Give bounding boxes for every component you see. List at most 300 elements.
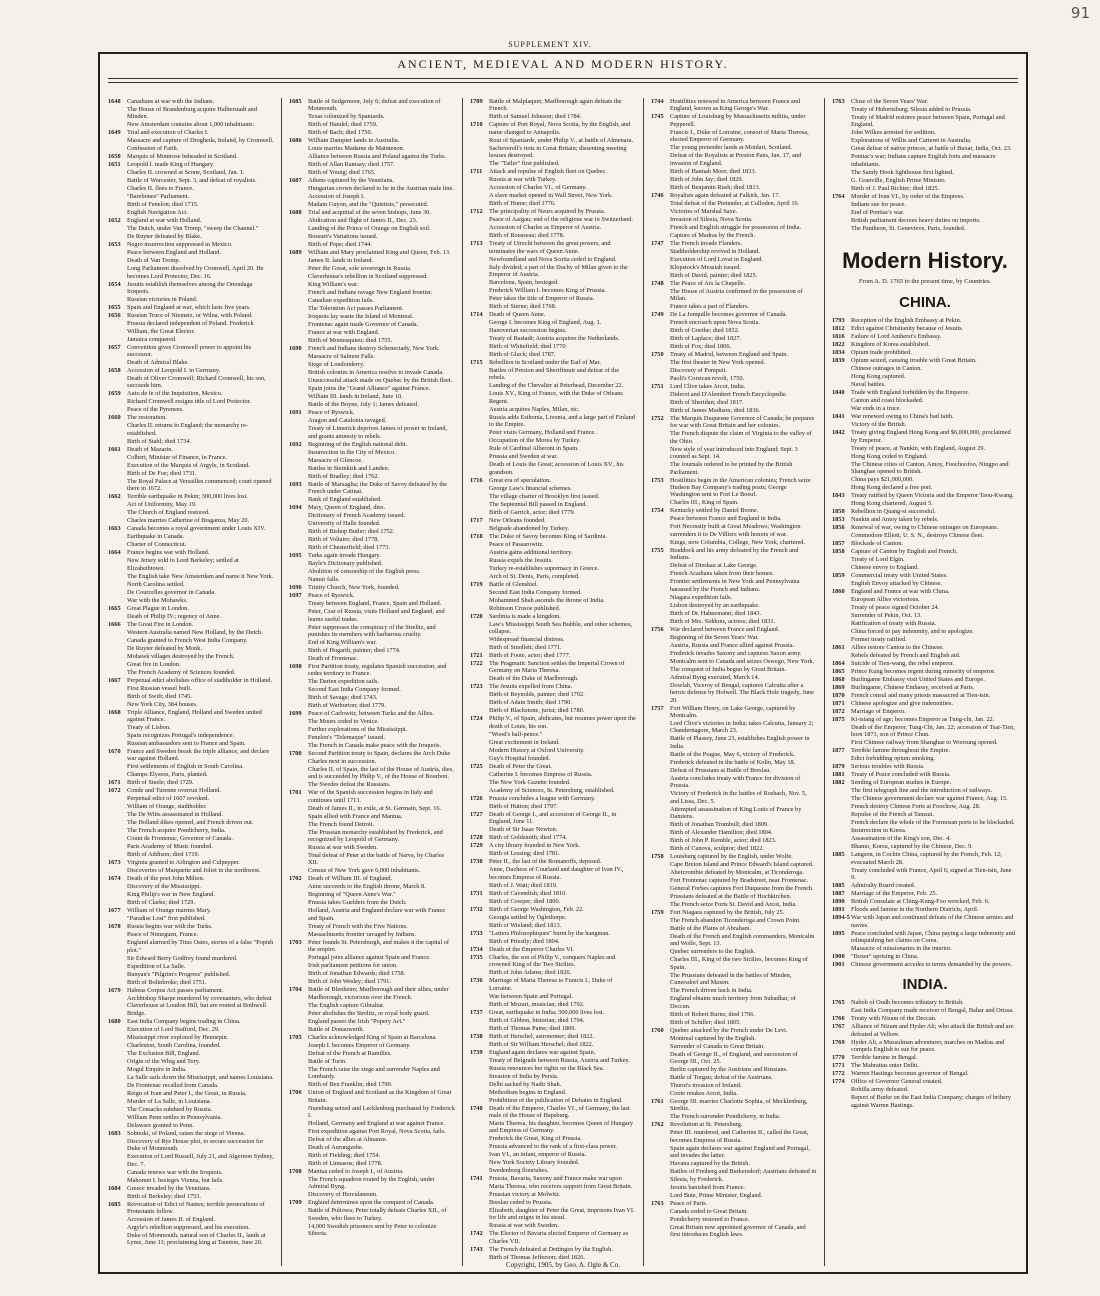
entry-year [108, 1224, 127, 1231]
history-entry [289, 568, 457, 575]
entry-year [108, 398, 127, 405]
entry-year [832, 177, 851, 184]
entry-year [108, 1122, 127, 1129]
entry-year [470, 184, 489, 191]
entry-year: 1672 [108, 787, 121, 795]
history-entry [651, 319, 819, 326]
entry-year [470, 914, 489, 921]
entry-year [289, 891, 308, 898]
history-entry [470, 763, 638, 770]
history-entry [470, 826, 638, 833]
entry-year [651, 666, 670, 673]
history-entry [108, 1177, 276, 1184]
entry-year [832, 185, 851, 192]
entry-year: 1685 [289, 98, 302, 105]
entry-year: 1659 [108, 390, 121, 398]
entry-year [289, 805, 308, 812]
history-entry [108, 1026, 276, 1033]
entry-year [470, 1073, 489, 1080]
entry-text: Ratification of treaty with Russia. [851, 620, 937, 628]
history-entry [470, 382, 638, 389]
entry-year [470, 589, 489, 596]
entry-text: Kingdom of Korea established. [851, 341, 930, 349]
entry-year [108, 883, 127, 890]
entry-text: Pondicherry restored to France. [670, 1215, 750, 1223]
history-entry [470, 954, 638, 969]
entry-text: De Courcelles governor in Canada. [127, 588, 216, 596]
history-entry [108, 367, 276, 374]
entry-text: England again declares war against Spain. [489, 1048, 596, 1056]
entry-year [832, 787, 851, 794]
history-entry [470, 1001, 638, 1008]
entry-year [651, 829, 670, 836]
entry-text: Louis XV., King of France, with the Duke of Orleans Regent. [489, 390, 623, 405]
entry-year [108, 296, 127, 303]
entry-year [289, 1081, 308, 1088]
entry-year [832, 106, 851, 113]
history-entry [289, 465, 457, 472]
entry-year [832, 484, 851, 491]
entry-year [108, 645, 127, 652]
history-entry [651, 515, 819, 522]
entry-text: The French dispute the claim of Virginia to the valley of the Ohio. [670, 430, 812, 445]
history-entry [651, 391, 819, 398]
entry-text: Thurot's invasion of Ireland. [670, 1081, 742, 1089]
entry-text: Russian Truce of Niemetz, or Wilna, with Poland. [127, 312, 253, 320]
history-entry [470, 660, 638, 675]
entry-year [651, 972, 670, 987]
entry-text: George I. becomes King of England, Aug. 1. [489, 319, 602, 327]
history-entry [470, 1033, 638, 1040]
entry-text: French consul and many priests massacred at Tien-tsin. [851, 692, 991, 700]
entry-year [470, 565, 489, 572]
entry-year: 1890 [832, 898, 845, 906]
entry-year [651, 391, 670, 398]
entry-year: 1677 [108, 907, 121, 915]
history-entry [289, 536, 457, 543]
history-entry [289, 1089, 457, 1104]
entry-year [470, 390, 489, 405]
entry-text: Holland, Austria and England declare war with France and Spain. [308, 907, 446, 922]
entry-text: Bunyan's "Pilgrim's Progress" published. [127, 970, 231, 978]
history-entry [651, 113, 819, 128]
column-divider [643, 98, 644, 1266]
history-entry [651, 618, 819, 625]
entry-text: The first theater in New York opened. [670, 359, 766, 367]
entry-text: Beginning of "Queen Anne's War." [308, 891, 396, 899]
entry-year [289, 954, 308, 961]
region-heading: INDIA. [902, 976, 948, 994]
entry-text: Massacre of Glencoe. [308, 456, 363, 464]
entry-year [470, 605, 489, 612]
entry-text: Holland, Germany and England at war against France. [308, 1119, 445, 1127]
entry-year [470, 1151, 489, 1158]
entry-text: Death of Frontenac. [308, 655, 359, 663]
entry-year [470, 176, 489, 183]
history-entry [832, 381, 1018, 388]
entry-year [289, 970, 308, 977]
history-entry [289, 600, 457, 607]
entry-text: England at war with Holland. [127, 217, 202, 225]
entry-year [108, 1090, 127, 1097]
history-entry [470, 683, 638, 690]
entry-text: Confession of Faith. [127, 145, 179, 153]
entry-year [651, 407, 670, 414]
history-entry [832, 540, 1018, 547]
history-entry [651, 383, 819, 390]
entry-text: Defeat of Prussians at Battle of Breslau. [670, 766, 771, 774]
entry-year [832, 461, 851, 476]
entry-text: Birth of Garrick, actor; died 1779. [489, 508, 576, 516]
entry-text: Chinese outrages in Canton. [851, 365, 923, 373]
history-entry [832, 604, 1018, 611]
history-entry [108, 129, 276, 136]
history-entry [108, 1138, 276, 1153]
entry-year: 1740 [470, 1104, 483, 1112]
entry-text: End of King William's war. [308, 639, 377, 647]
entry-text: Catherine I. becomes Empress of Russia. [489, 770, 593, 778]
history-entry [289, 281, 457, 288]
entry-text: Langson, in Cochin China, captured by the French, Feb. 12; evacuated March 28. [851, 851, 1002, 866]
history-entry [108, 153, 276, 160]
history-entry [289, 473, 457, 480]
entry-text: Great Plague in London. [127, 604, 189, 612]
history-entry [108, 581, 276, 588]
entry-year: 1765 [832, 999, 845, 1007]
entry-text: Frederick the Great, King of Prussia. [489, 1135, 582, 1143]
entry-year [108, 1058, 127, 1065]
entry-year: 1881 [832, 771, 845, 779]
history-entry [832, 209, 1018, 216]
entry-year: 1747 [651, 239, 664, 247]
entry-year [832, 739, 851, 746]
entry-text: William Dampier lands in Australia. [308, 137, 400, 145]
history-entry [108, 509, 276, 516]
entry-text: Defeat of Dieskau at Lake George. [670, 562, 758, 570]
entry-year [651, 806, 670, 821]
history-entry [470, 699, 638, 706]
history-entry [832, 771, 1018, 778]
entry-text: Death of the Emperor Charles VI. [489, 945, 575, 953]
history-entry [651, 335, 819, 342]
history-entry [108, 359, 276, 366]
entry-year [651, 821, 670, 828]
entry-text: Canada ceded to Great Britain. [670, 1207, 748, 1215]
entry-year: 1653 [108, 241, 121, 249]
entry-text: Law's Mississippi South Sea Bubble, and other schemes, collapse. [489, 620, 632, 636]
history-entry [289, 962, 457, 969]
history-entry [108, 669, 276, 676]
entry-year [651, 987, 670, 994]
entry-year [289, 1176, 308, 1191]
history-entry [108, 589, 276, 596]
history-entry [651, 415, 819, 430]
entry-year [289, 1042, 308, 1049]
history-entry [832, 508, 1018, 515]
entry-text: New Orleans founded. [489, 516, 546, 524]
entry-year: 1664 [108, 549, 121, 557]
history-column-1 [108, 98, 276, 1264]
entry-year [289, 385, 308, 392]
entry-year [470, 1089, 489, 1096]
entry-text: Victory of the British. [851, 421, 907, 429]
history-entry [832, 739, 1018, 746]
entry-text: Champs Elysees, Paris, planted. [127, 771, 208, 779]
entry-text: Birth of Goldsmith; died 1774. [489, 834, 567, 842]
history-entry [108, 701, 276, 708]
entry-year: 1756 [651, 625, 664, 633]
entry-year: 1709 [470, 98, 483, 105]
entry-year [651, 594, 670, 601]
entry-year [470, 636, 489, 643]
entry-year [470, 691, 489, 698]
entry-text: The House of Brandenburg acquire Halberstadt and Minden. [127, 106, 257, 121]
ancient-history-continued [832, 98, 1018, 232]
history-entry [470, 834, 638, 841]
history-entry [470, 1199, 638, 1206]
history-entry [289, 441, 457, 448]
entry-year [470, 755, 489, 762]
entry-year: 1859 [832, 572, 845, 580]
entry-year [651, 682, 670, 704]
entry-year [470, 113, 489, 120]
entry-year [470, 1254, 489, 1261]
region-heading: CHINA. [899, 294, 951, 312]
history-entry [470, 557, 638, 564]
entry-text: Charles III., King of Spain. [670, 499, 739, 507]
history-entry [108, 867, 276, 874]
entry-text: William of Orange, stadtholder. [127, 803, 207, 811]
entry-text: Battle of Glenshiel. [489, 580, 539, 588]
entry-year: 1722 [470, 660, 483, 668]
history-entry [289, 425, 457, 440]
history-entry [289, 1144, 457, 1151]
history-entry [289, 1160, 457, 1167]
history-entry [651, 610, 819, 617]
entry-text: Cape Breton Island and Prince Edward's Island captured. [670, 860, 814, 868]
entry-text: King Philip's war in New England. [127, 891, 215, 899]
history-entry [651, 806, 819, 821]
entry-text: Birth of Dr. Hahnemann; died 1843. [670, 609, 762, 617]
history-entry [470, 691, 638, 698]
history-entry [470, 1089, 638, 1096]
history-entry [651, 995, 819, 1010]
entry-year [108, 724, 127, 731]
entry-text: Defeat of the French at Ramilies. [308, 1049, 392, 1057]
entry-year [832, 201, 851, 208]
entry-year [108, 1074, 127, 1081]
history-entry [470, 906, 638, 913]
entry-year: 1648 [108, 98, 121, 105]
entry-year: 1734 [470, 945, 483, 953]
entry-text: War renewed owing to China's bad faith. [851, 413, 954, 421]
entry-text: Birth of John Jay; died 1829. [670, 175, 744, 183]
entry-text: Rohilla army defeated. [851, 1086, 909, 1094]
entry-year [289, 813, 308, 820]
entry-text: Death of Mazarin. [127, 445, 173, 453]
history-entry [470, 850, 638, 857]
entry-year [108, 589, 127, 596]
entry-text: A slave market opened in Wall Street, New York. [489, 192, 613, 200]
entry-year [289, 233, 308, 240]
entry-year: 1739 [470, 1048, 483, 1056]
history-entry [108, 478, 276, 493]
history-entry [470, 445, 638, 452]
history-entry [832, 644, 1018, 651]
entry-year [832, 564, 851, 571]
history-entry [832, 548, 1018, 555]
history-entry [108, 106, 276, 121]
history-entry [470, 938, 638, 945]
history-entry [289, 789, 457, 804]
history-entry [832, 890, 1018, 897]
entry-text: Stadtholdership revived in Holland. [670, 247, 760, 255]
history-entry [651, 129, 819, 144]
history-entry [108, 1185, 276, 1192]
entry-year [470, 675, 489, 682]
entry-text: Rule of Cardinal Alberoni in Spain. [489, 445, 579, 453]
entry-year [651, 1168, 670, 1183]
entry-text: Austria concludes treaty with France for division of Prussia. [670, 774, 801, 790]
entry-text: Edict against Christianity because of Jesuits. [851, 325, 964, 333]
history-entry [470, 232, 638, 239]
history-entry [470, 485, 638, 492]
history-entry [651, 901, 819, 908]
entry-year: 1764 [832, 192, 845, 200]
history-entry [470, 644, 638, 651]
entry-year [289, 1136, 308, 1143]
entry-text: War ends in a truce. [851, 405, 902, 413]
history-entry [108, 819, 276, 826]
history-entry [470, 755, 638, 762]
history-entry [470, 295, 638, 302]
history-entry [470, 1167, 638, 1174]
history-entry [289, 931, 457, 938]
history-entry [470, 914, 638, 921]
history-entry [108, 265, 276, 280]
entry-text: Birth of Cavendish; died 1810. [489, 889, 567, 897]
history-entry [651, 1074, 819, 1081]
history-entry [108, 1090, 276, 1097]
entry-year: 1738 [470, 1032, 483, 1040]
entry-text: Jamaica conquered. [127, 335, 177, 343]
entry-text: Prohibition of the publication of Debates in England. [489, 1096, 623, 1104]
entry-text: Birth of Montesquieu; died 1755. [308, 337, 393, 345]
entry-text: Long Parliament dissolved by Cromwell, April 20. He becomes Lord Protector, Dec. 16. [127, 265, 264, 280]
entry-text: Charles II. returns to England; the monarchy re-established. [127, 422, 248, 437]
entry-year [108, 819, 127, 826]
history-entry [289, 875, 457, 882]
history-entry [651, 1098, 819, 1113]
entry-year [289, 457, 308, 464]
entry-year [289, 931, 308, 938]
entry-text: Canada becomes a royal government under Louis XIV. [127, 525, 266, 533]
history-entry [289, 369, 457, 376]
entry-year [832, 1094, 851, 1109]
entry-text: Argyle's rebellion suppressed, and his execution. [127, 1223, 250, 1231]
history-entry [832, 755, 1018, 762]
history-entry [108, 541, 276, 548]
entry-year [470, 256, 489, 263]
entry-year [108, 541, 127, 548]
entry-text: Peace between England and Holland. [127, 249, 221, 257]
entry-year: 1725 [470, 762, 483, 770]
entry-text: Victories of Marshal Saxe. [670, 207, 738, 215]
entry-text: Insurrection in the City of Mexico. [308, 448, 396, 456]
entry-text: Chinese envoy to England. [851, 564, 919, 572]
history-entry [470, 200, 638, 207]
history-entry [108, 597, 276, 604]
entry-text: De Ruyter defeated by Monk. [127, 644, 203, 652]
history-entry [289, 734, 457, 741]
entry-year [470, 644, 489, 651]
entry-year [289, 852, 308, 867]
entry-year [651, 1019, 670, 1026]
entry-year [289, 1152, 308, 1159]
entry-text: Peter suppresses the conspiracy of the Strelitz, and punishes its members with barbarous cruelty. [308, 623, 436, 639]
entry-text: Charles, the son of Philip V., conquers Naples and crowned King of the Two Sicilies. [489, 953, 616, 969]
entry-year [108, 336, 127, 343]
entry-year: 1712 [470, 208, 483, 216]
entry-text: English Navigation Act. [127, 209, 188, 217]
entry-text: Virginia granted to Arlington and Culpepper. [127, 859, 240, 867]
entry-text: Renewal of war, owing to Chinese outrages on Europeans. [851, 524, 999, 532]
entry-text: Louis marries Madame de Maintenon. [308, 145, 405, 153]
history-entry [470, 597, 638, 604]
entry-year: 1700 [289, 750, 302, 758]
history-entry [651, 948, 819, 955]
entry-text: Battle of the Prague, May 6, victory of Frederick. [670, 750, 795, 758]
history-entry [651, 192, 819, 199]
supplement-label: SUPPLEMENT XIV. [508, 40, 592, 49]
entry-text: Treaty of peace signed October 24. [851, 604, 940, 612]
entry-year [832, 1007, 851, 1014]
entry-year [289, 528, 308, 535]
entry-year [108, 613, 127, 620]
entry-year [108, 843, 127, 850]
entry-text: Failure of Lord Amherst's Embassy. [851, 333, 942, 341]
history-entry [470, 327, 638, 334]
entry-year: 1868 [832, 676, 845, 684]
history-entry [832, 413, 1018, 420]
entry-year [470, 279, 489, 286]
history-entry [470, 145, 638, 160]
entry-text: Beginning of the English national debt. [308, 440, 407, 448]
entry-text: Second East India Company formed. [489, 588, 582, 596]
entry-year [651, 1090, 670, 1097]
entry-year: 1755 [651, 546, 664, 554]
entry-text: Mary, Queen of England, dies. [308, 504, 386, 512]
entry-text: Convention gives Cromwell power to appoint his successor. [127, 343, 252, 359]
entry-text: Edict forbidding opium smoking. [851, 755, 935, 763]
entry-text: French encroach upon Nova Scotia. [670, 319, 761, 327]
entry-text: Paoli's Corsican revolt, 1750. [670, 375, 745, 383]
entry-year [108, 1066, 127, 1073]
entry-text: First expedition against Port Royal, Nova Scotia, fails. [308, 1127, 446, 1135]
history-entry [470, 565, 638, 572]
entry-year [470, 224, 489, 231]
entry-year [651, 1160, 670, 1167]
history-entry [289, 1128, 457, 1135]
entry-text: Birth of De Foe; died 1731. [127, 469, 197, 477]
history-entry [108, 1106, 276, 1113]
history-entry [470, 605, 638, 612]
history-entry [108, 811, 276, 818]
entry-year [470, 731, 489, 738]
entry-text: Quebec surrenders to the English. [670, 948, 756, 956]
entry-text: France and Sweden break the triple alliance, and declare war against Holland. [127, 748, 270, 763]
entry-text: Fort Necessity built at Great Meadows; Washington surrenders it to De Villiers with honors of war. [670, 523, 801, 538]
